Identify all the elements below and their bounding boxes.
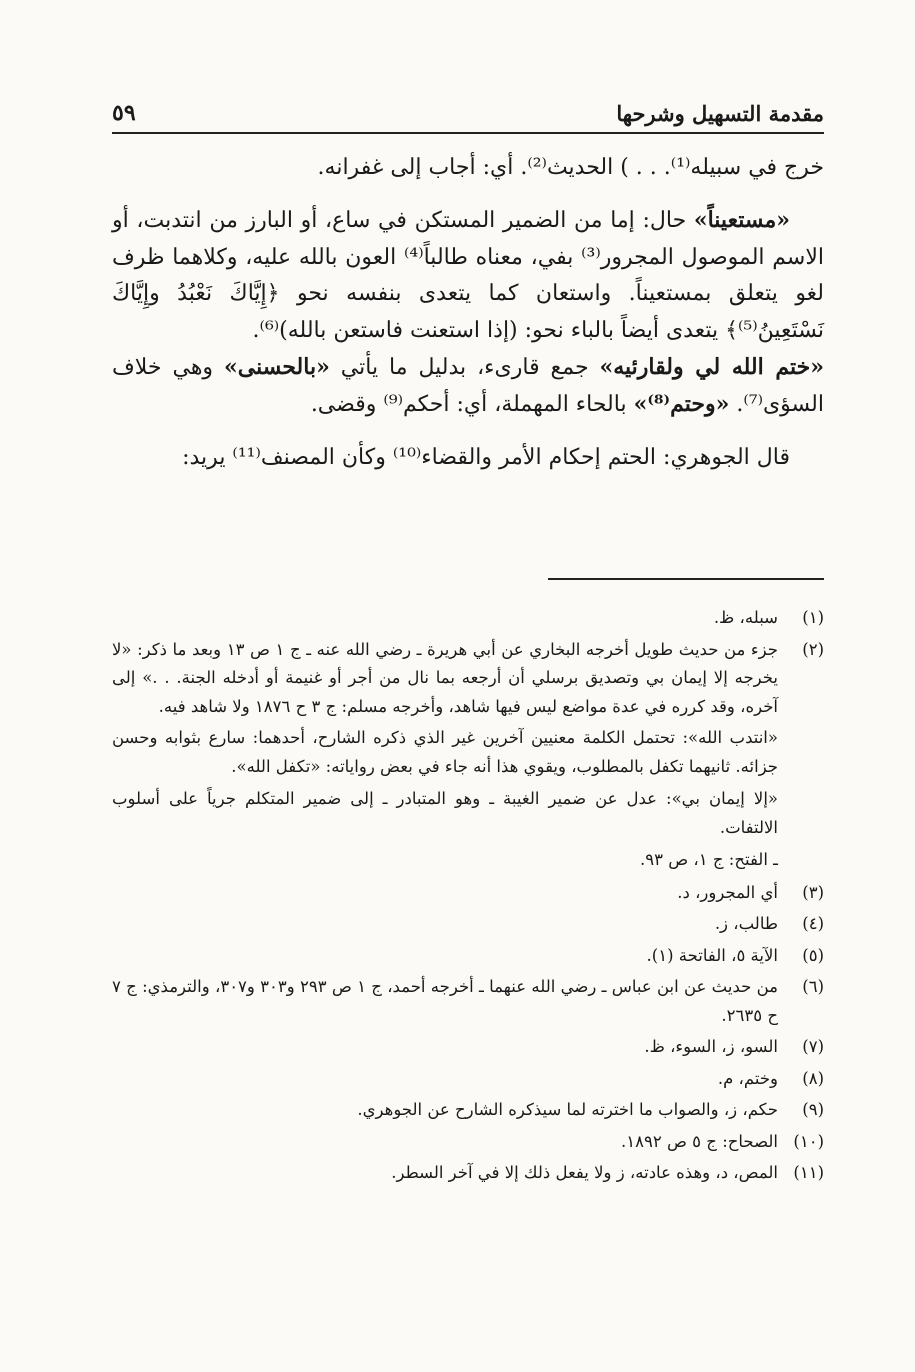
footnote-number: (٤) (802, 914, 824, 933)
footnote-text: حكم، ز، والصواب ما اخترته لما سيذكره الشارح عن الجوهري. (357, 1100, 778, 1119)
paragraph-2 (112, 202, 824, 349)
footnote-text: المص، د، وهذه عادته، ز ولا يفعل ذلك إلا في آخر السطر. (391, 1163, 778, 1182)
term-mustaeenan: «مستعيناً» (693, 207, 790, 234)
footnote-number: (١١) (793, 1163, 824, 1182)
footnotes (112, 604, 824, 1191)
footnote-number: (١٠) (793, 1131, 824, 1151)
footnote-text: الآية ٥، الفاتحة (١). (646, 945, 778, 965)
main-text (112, 150, 824, 476)
footnote-text: وختم، م. (717, 1068, 778, 1088)
footnote (112, 636, 824, 722)
term-bilhusna: «بالحسنى» (224, 354, 330, 381)
paragraph-4: قال الجوهري: الحتم إحكام الأمر والقضاء⁽¹⁰⁾ وكأن المصنف⁽¹¹⁾ يريد: (182, 444, 790, 470)
footnote-number: (١) (802, 608, 824, 627)
footnote-number: (٨) (802, 1068, 824, 1088)
footnote-number: (٢) (802, 639, 824, 659)
footnote-text: طالب، ز. (714, 914, 778, 933)
footnote (112, 604, 824, 633)
footnote (112, 1065, 824, 1094)
footnote-separator (548, 578, 824, 580)
footnote-number: (٧) (802, 1037, 824, 1056)
footnote (112, 973, 824, 1030)
paragraph-3-text-b: وهي خلاف السؤى⁽⁷⁾. (112, 355, 824, 418)
footnote (112, 1096, 824, 1125)
term-khatama: «ختم الله لي ولقارئيه» (599, 354, 824, 381)
footnote-text: السو، ز، السوء، ظ. (644, 1037, 778, 1056)
page-header (112, 92, 824, 134)
paragraph-3-text-c: بالحاء المهملة، أي: أحكم⁽⁹⁾ وقضى. (310, 392, 634, 418)
footnote-number: (٦) (802, 977, 824, 996)
paragraph-3 (112, 349, 824, 424)
term-wahatama: «وحتم⁽⁸⁾» (633, 391, 730, 418)
footnote-note: «انتدب الله»: تحتمل الكلمة معنيين آخرين غير الذي ذكره الشارح، أحدهما: سارع بثوابه وحسن جزائه. ثانيهما تكفل بالمطلوب، ويقوي هذا أنه جاء في بعض رواياته: «تكفل الله». (112, 728, 778, 776)
page-number: ٥٩ (112, 100, 136, 126)
paragraph-3-text-a: جمع قارىء، بدليل ما يأتي (329, 355, 600, 381)
footnote-number: (٩) (802, 1100, 824, 1119)
footnote (112, 1159, 824, 1188)
footnote (112, 1128, 824, 1157)
footnote-text: من حديث عن ابن عباس ـ رضي الله عنهما ـ أخرجه أحمد، ج ١ ص ٢٩٣ و٣٠٣ و٣٠٧، والترمذي: ج ٧ ح ٢٦٣٥. (112, 977, 778, 1025)
footnote-text: الصحاح: ج ٥ ص ١٨٩٢. (621, 1131, 778, 1151)
footnote-text: سبله، ظ. (713, 608, 778, 627)
footnote-note: ـ الفتح: ج ١، ص ٩٣. (640, 850, 778, 869)
footnote-text: جزء من حديث طويل أخرجه البخاري عن أبي هريرة ـ رضي الله عنه ـ ج ١ ص ١٣ وبعد ما ذكر: «لا يخرجه إلا إيمان بي وتصديق برسلي أن أرجعه بما نال من أجر أو غنيمة أو أدخله الجنة. . .» إلى آخره، وقد كرره في عدة مواضع ليس فيها شاهد، وأخرجه مسلم: ج ٣ ح ١٨٧٦ ولا شاهد فيه. (112, 639, 778, 716)
paragraph-2-text: حال: إما من الضمير المستكن في ساع، أو البارز من انتدبت، أو الاسم الموصول المجرور⁽³⁾ بفي، معناه طالباً⁽⁴⁾ العون بالله عليه، وكلاهما ظرف لغو يتعلق بمستعيناً. واستعان كما يتعدى بنفسه نحو ﴿إِيَّاكَ نَعْبُدُ وإِيَّاكَ نَسْتَعِينُ⁽⁵⁾﴾ يتعدى أيضاً بالباء نحو: (إذا استعنت فاستعن بالله)⁽⁶⁾. (112, 208, 825, 343)
footnote-note: «إلا إيمان بي»: عدل عن ضمير الغيبة ـ وهو المتبادر ـ إلى ضمير المتكلم جرياً على أسلوب الالتفات. (112, 789, 778, 837)
running-title: مقدمة التسهيل وشرحها (616, 101, 824, 126)
footnote (112, 879, 824, 908)
footnote (112, 910, 824, 939)
footnote (112, 942, 824, 971)
paragraph-1: خرج في سبيله⁽¹⁾. . . ) الحديث⁽²⁾. أي: أجاب إلى غفرانه. (317, 155, 824, 180)
footnote (112, 1033, 824, 1062)
footnote-number: (٣) (802, 882, 824, 902)
footnote-text: أي المجرور، د. (677, 882, 778, 902)
footnote-number: (٥) (802, 945, 824, 965)
